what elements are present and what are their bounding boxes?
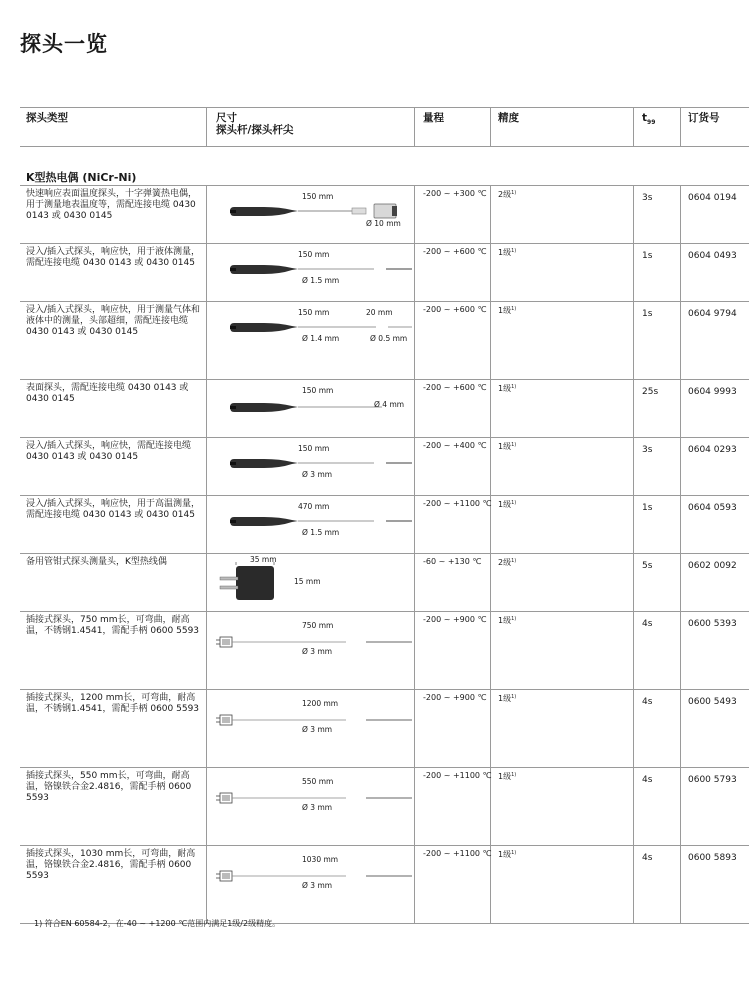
accuracy-class (498, 441, 516, 452)
order-number: 0604 0593 (688, 503, 737, 513)
probe-diameter-label: Ø 1.5 mm (302, 528, 340, 537)
footnote: 1) 符合EN 60584-2，在-40 ~ +1200 ℃范围内满足1级/2级精度。 (34, 919, 281, 928)
probe-length-label: 150 mm (298, 250, 330, 259)
response-time: 1s (642, 309, 653, 319)
header-size-line2: 探头杆/探头杆尖 (216, 124, 294, 136)
table-row (20, 767, 749, 845)
header-size (216, 112, 293, 136)
table-body (20, 185, 749, 924)
probe-diameter-label: Ø 1.5 mm (302, 276, 340, 285)
probe-drawing (206, 302, 412, 379)
header-type: 探头类型 (26, 112, 68, 124)
probe-drawing (206, 554, 412, 611)
probe-drawing (206, 690, 412, 767)
accuracy-class (498, 383, 516, 394)
order-number: 0604 0493 (688, 251, 737, 261)
accuracy-value: 1级 (498, 384, 512, 393)
footnote-ref: 1) (511, 558, 517, 564)
order-number: 0604 0293 (688, 445, 737, 455)
probe-diameter-label: Ø 10 mm (366, 219, 401, 228)
probe-description: 插接式探头，1200 mm长，可弯曲，耐高温，不锈钢1.4541，需配手柄 0600 5593 (26, 693, 200, 714)
probe-description: 插接式探头，550 mm长，可弯曲，耐高温，铬镍铁合金2.4816，需配手柄 0600 5593 (26, 771, 192, 803)
probe-length-label: 150 mm (298, 308, 330, 317)
section-title: K型热电偶 (NiCr-Ni) (26, 171, 137, 184)
accuracy-class (498, 247, 516, 258)
accuracy-value: 1级 (498, 694, 512, 703)
response-time: 4s (642, 619, 653, 629)
measuring-range: -60 ~ +130 ℃ (423, 557, 482, 566)
probe-drawing (206, 380, 412, 437)
table-row (20, 845, 749, 923)
probe-length-label: 150 mm (302, 386, 334, 395)
response-time: 4s (642, 775, 653, 785)
probe-drawing (206, 186, 412, 243)
accuracy-value: 1级 (498, 850, 512, 859)
probe-drawing (206, 846, 412, 923)
probe-length-label: 750 mm (302, 621, 334, 630)
probe-description: 插接式探头，1030 mm长，可弯曲，耐高温，铬镍铁合金2.4816，需配手柄 0600 5593 (26, 849, 196, 881)
probe-diameter-label: Ø 3 mm (302, 803, 333, 812)
table-row (20, 243, 749, 301)
measuring-range: -200 ~ +400 ℃ (423, 441, 487, 450)
probe-description: 备用管钳式探头测量头，K型热线偶 (26, 557, 167, 567)
probe-drawing (206, 438, 412, 495)
table-header (20, 107, 749, 147)
order-number: 0604 9794 (688, 309, 737, 319)
table-row (20, 379, 749, 437)
probe-description: 浸入/插入式探头，响应快，需配连接电缆 0430 0143 或 0430 0145 (26, 441, 192, 462)
probe-diameter-label: Ø 3 mm (302, 725, 333, 734)
probe-diameter-label: Ø 3 mm (302, 647, 333, 656)
table-row (20, 495, 749, 553)
accuracy-class (498, 557, 516, 568)
response-time: 3s (642, 193, 653, 203)
probe-diameter-label: 15 mm (294, 577, 321, 586)
measuring-range: -200 ~ +600 ℃ (423, 247, 487, 256)
probe-length-label: 35 mm (250, 555, 277, 564)
table-row (20, 689, 749, 767)
footnote-ref: 1) (511, 306, 517, 312)
probe-length-label: 1030 mm (302, 855, 339, 864)
accuracy-value: 2级 (498, 558, 512, 567)
probe-description: 插接式探头，750 mm长，可弯曲，耐高温，不锈钢1.4541，需配手柄 0600 5593 (26, 615, 200, 636)
probe-drawing (206, 612, 412, 689)
response-time: 4s (642, 853, 653, 863)
probe-drawing (206, 768, 412, 845)
order-number: 0604 9993 (688, 387, 737, 397)
header-accuracy: 精度 (498, 112, 519, 124)
probe-description: 浸入/插入式探头，响应快，用于液体测量，需配连接电缆 0430 0143 或 0430 0145 (26, 247, 201, 268)
measuring-range: -200 ~ +1100 ℃ (423, 499, 492, 508)
footnote-ref: 1) (511, 190, 517, 196)
page-title: 探头一览 (20, 32, 108, 56)
probe-diameter-label: Ø 3 mm (302, 881, 333, 890)
measuring-range: -200 ~ +600 ℃ (423, 305, 487, 314)
header-t99-main: t (642, 112, 648, 124)
probe-description: 浸入/插入式探头，响应快，用于测量气体和液体中的测量，头部超细，需配连接电缆 0430 0143 或 0430 0145 (26, 305, 201, 337)
header-t99-sub: 99 (647, 119, 656, 127)
probe-length-label: 1200 mm (302, 699, 339, 708)
footnote-ref: 1) (511, 248, 517, 254)
order-number: 0600 5393 (688, 619, 737, 629)
measuring-range: -200 ~ +600 ℃ (423, 383, 487, 392)
order-number: 0600 5893 (688, 853, 737, 863)
response-time: 3s (642, 445, 653, 455)
footnote-ref: 1) (511, 500, 517, 506)
probe-diameter-label: Ø 4 mm (374, 400, 405, 409)
accuracy-value: 1级 (498, 500, 512, 509)
accuracy-class (498, 771, 516, 782)
response-time: 5s (642, 561, 653, 571)
header-size-line1: 尺寸 (216, 112, 237, 124)
response-time: 25s (642, 387, 659, 397)
table-row (20, 611, 749, 689)
probe-diameter-label: Ø 3 mm (302, 470, 333, 479)
accuracy-value: 2级 (498, 190, 512, 199)
measuring-range: -200 ~ +1100 ℃ (423, 849, 492, 858)
accuracy-class (498, 693, 516, 704)
footnote-ref: 1) (511, 694, 517, 700)
section-k-type (20, 147, 749, 185)
measuring-range: -200 ~ +300 ℃ (423, 189, 487, 198)
footnote-ref: 1) (511, 442, 517, 448)
order-number: 0604 0194 (688, 193, 737, 203)
footnote-ref: 1) (511, 384, 517, 390)
order-number: 0602 0092 (688, 561, 737, 571)
probe-description: 表面探头，需配连接电缆 0430 0143 或 0430 0145 (26, 383, 189, 404)
probe-table (20, 107, 749, 924)
footnote-ref: 1) (511, 772, 517, 778)
accuracy-value: 1级 (498, 616, 512, 625)
accuracy-value: 1级 (498, 248, 512, 257)
probe-length-label: 550 mm (302, 777, 334, 786)
accuracy-value: 1级 (498, 442, 512, 451)
probe-description: 浸入/插入式探头，响应快，用于高温测量，需配连接电缆 0430 0143 或 0430 0145 (26, 499, 201, 520)
probe-drawing (206, 244, 412, 301)
probe-tip-diameter-label: Ø 0.5 mm (370, 334, 408, 343)
order-number: 0600 5493 (688, 697, 737, 707)
accuracy-class (498, 499, 516, 510)
response-time: 4s (642, 697, 653, 707)
probe-description: 快速响应表面温度探头，十字弹簧热电偶，用于测量地表温度等，需配连接电缆 0430 0143 或 0430 0145 (26, 189, 198, 221)
probe-diameter-label: Ø 1.4 mm (302, 334, 340, 343)
probe-length-label: 150 mm (298, 444, 330, 453)
probe-length-label: 150 mm (302, 192, 334, 201)
probe-length-label: 470 mm (298, 502, 330, 511)
header-range: 量程 (423, 112, 444, 124)
response-time: 1s (642, 251, 653, 261)
table-row (20, 185, 749, 243)
table-row (20, 301, 749, 379)
accuracy-class (498, 615, 516, 626)
probe-drawing (206, 496, 412, 553)
footnote-ref: 1) (511, 616, 517, 622)
order-number: 0600 5793 (688, 775, 737, 785)
header-order: 订货号 (688, 112, 720, 124)
accuracy-class (498, 305, 516, 316)
accuracy-class (498, 189, 516, 200)
measuring-range: -200 ~ +900 ℃ (423, 615, 487, 624)
measuring-range: -200 ~ +1100 ℃ (423, 771, 492, 780)
response-time: 1s (642, 503, 653, 513)
footnote-ref: 1) (511, 850, 517, 856)
table-row (20, 553, 749, 611)
table-row (20, 437, 749, 495)
accuracy-class (498, 849, 516, 860)
measuring-range: -200 ~ +900 ℃ (423, 693, 487, 702)
accuracy-value: 1级 (498, 306, 512, 315)
probe-tip-length-label: 20 mm (366, 308, 393, 317)
accuracy-value: 1级 (498, 772, 512, 781)
header-t99 (642, 112, 655, 129)
